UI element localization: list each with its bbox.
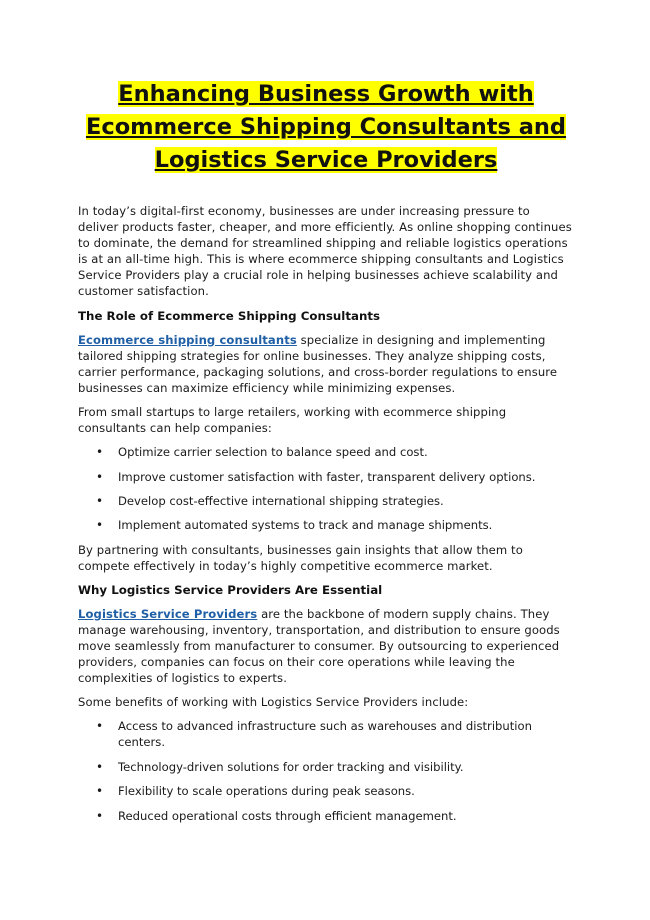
list-item: • Technology-driven solutions for order tracking and visibility. <box>78 759 574 775</box>
consultants-paragraph-text: specialize in designing and implementing tailored shipping strategies for online businesses. They analyze shipping costs, carrier performance, packaging solutions, and cross-border regulations to ensure businesses can maximize efficiency while minimizing expenses. <box>78 332 558 395</box>
list-item: • Flexibility to scale operations during peak seasons. <box>78 783 574 799</box>
list-item: • Develop cost-effective international shipping strategies. <box>78 493 574 509</box>
logistics-paragraph-text: are the backbone of modern supply chains. They manage warehousing, inventory, transportation, and distribution to ensure goods move seamlessly from manufacturer to consumer. By outsourcing to experienced providers, companies can focus on their core operations while leaving the complexities of logistics to experts. <box>78 606 560 686</box>
list-item: • Implement automated systems to track and manage shipments. <box>78 517 574 533</box>
consultants-paragraph <box>78 332 574 396</box>
list-item: • Improve customer satisfaction with faster, transparent delivery options. <box>78 469 574 485</box>
document-title: Enhancing Business Growth with Ecommerce Shipping Consultants and Logistics Service Providers <box>85 81 566 173</box>
section-heading-consultants: The Role of Ecommerce Shipping Consultants <box>78 308 381 323</box>
list-item: • Optimize carrier selection to balance speed and cost. <box>78 444 574 460</box>
document-page <box>78 78 574 832</box>
logistics-intro-list-paragraph: Some benefits of working with Logistics Service Providers include: <box>78 695 469 710</box>
section-heading-logistics: Why Logistics Service Providers Are Essential <box>78 582 383 597</box>
consultants-intro-list-paragraph: From small startups to large retailers, working with ecommerce shipping consultants can help companies: <box>78 404 507 436</box>
consultants-benefits-list <box>78 444 574 533</box>
list-item: • Reduced operational costs through efficient management. <box>78 808 574 824</box>
intro-paragraph: In today’s digital-first economy, businesses are under increasing pressure to deliver products faster, cheaper, and more efficiently. As online shopping continues to dominate, the demand for streamlined shipping and reliable logistics operations is at an all-time high. This is where ecommerce shipping consultants and Logistics Service Providers play a crucial role in helping businesses achieve scalability and customer satisfaction. <box>78 204 572 299</box>
list-item: • Access to advanced infrastructure such as warehouses and distribution centers. <box>78 718 574 750</box>
logistics-providers-link[interactable]: Logistics Service Providers <box>78 606 258 621</box>
logistics-paragraph <box>78 606 574 686</box>
logistics-benefits-list <box>78 718 574 823</box>
title-block <box>78 78 574 177</box>
ecommerce-consultants-link[interactable]: Ecommerce shipping consultants <box>78 332 297 347</box>
consultants-closing-paragraph: By partnering with consultants, businesses gain insights that allow them to compete effectively in today’s highly competitive ecommerce market. <box>78 542 523 573</box>
